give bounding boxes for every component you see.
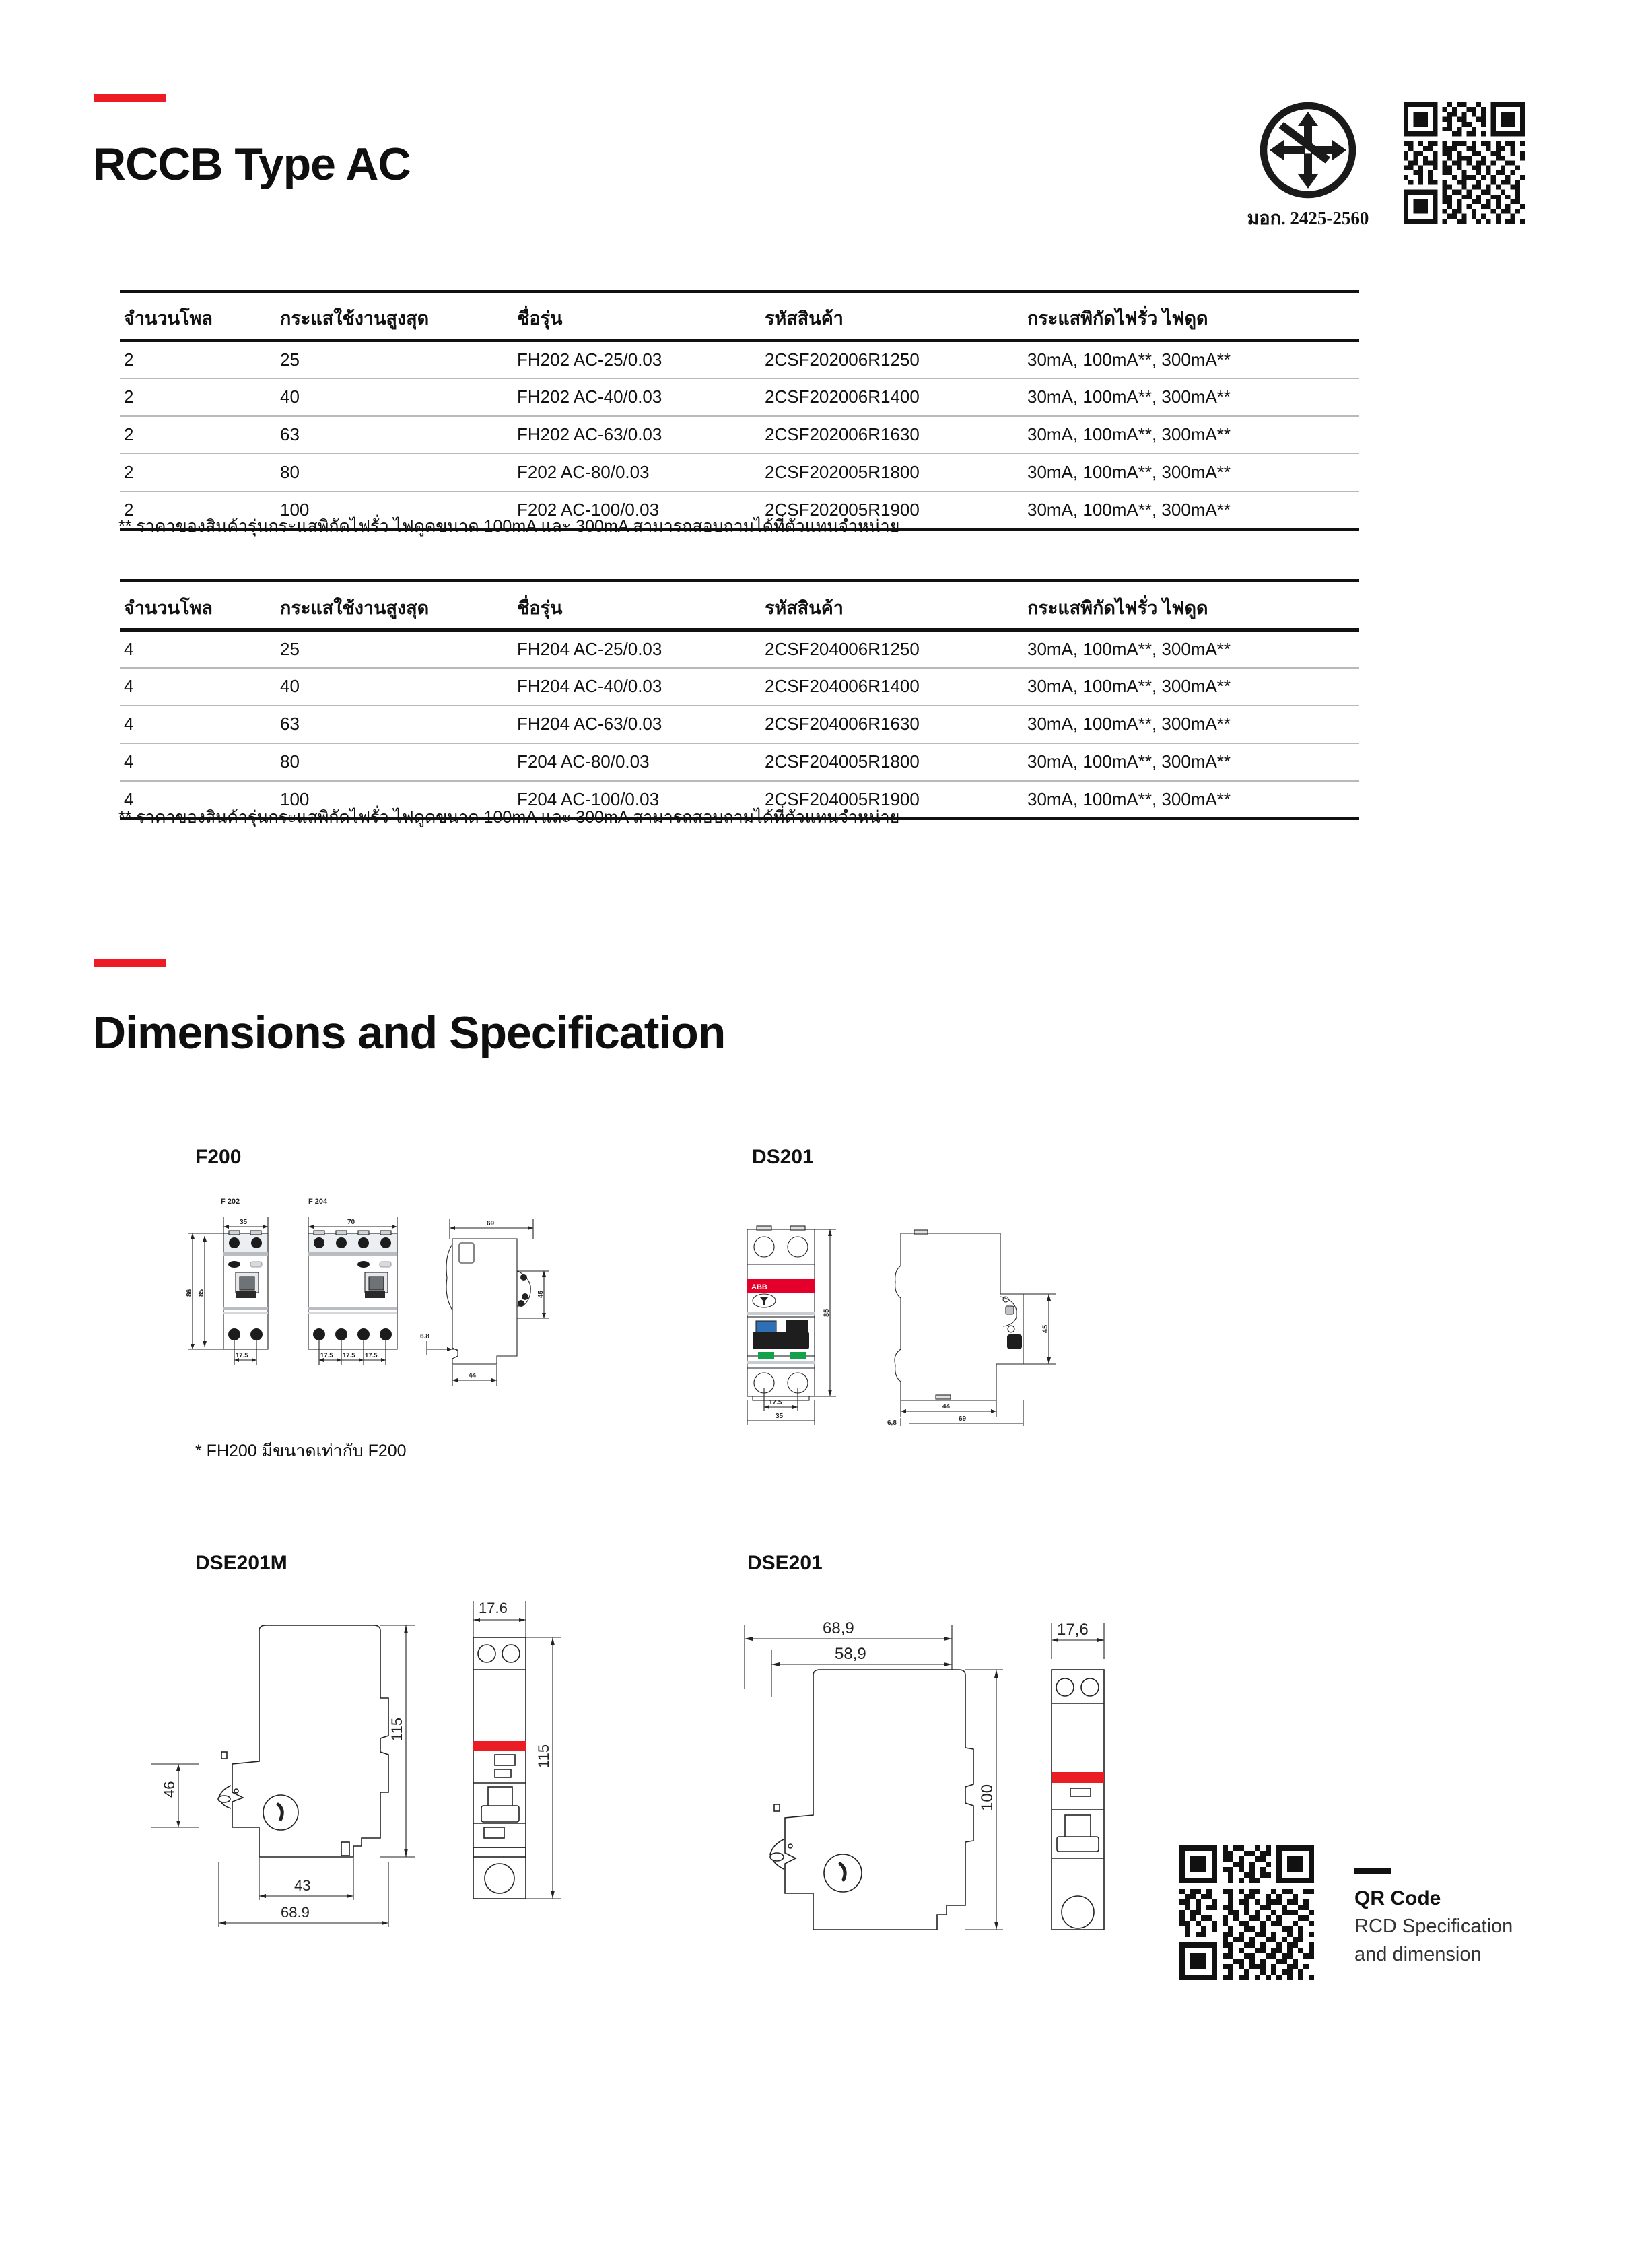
rccb-2pole-table — [120, 290, 1355, 531]
svg-text:17.6: 17.6 — [479, 1600, 508, 1617]
cell-current: 40 — [280, 378, 517, 416]
table-row — [120, 743, 1359, 781]
drawing-title-ds201: DS201 — [752, 1146, 814, 1168]
cell-model: FH204 AC-25/0.03 — [517, 630, 765, 668]
qr-accent-dash — [1354, 1868, 1391, 1874]
cell-current: 100 — [280, 491, 517, 529]
drawing-ds201 — [734, 1198, 1138, 1427]
accent-bar-dimensions — [94, 959, 166, 967]
svg-text:F 204: F 204 — [308, 1198, 328, 1206]
cell-code: 2CSF204006R1400 — [765, 668, 1027, 706]
table1-header-poles: จำนวนโพล — [124, 308, 213, 329]
svg-text:ABB: ABB — [751, 1283, 767, 1291]
drawing-title-dse201m: DSE201M — [195, 1552, 287, 1574]
svg-text:6,8: 6,8 — [887, 1419, 897, 1427]
svg-text:115: 115 — [535, 1744, 552, 1768]
cell-current: 80 — [280, 743, 517, 781]
table-row — [120, 630, 1359, 668]
cell-current: 63 — [280, 416, 517, 454]
cell-residual: 30mA, 100mA**, 300mA** — [1027, 378, 1359, 416]
table2-header-poles: จำนวนโพล — [124, 597, 213, 618]
svg-text:68.9: 68.9 — [281, 1904, 310, 1921]
svg-text:17.5: 17.5 — [365, 1352, 378, 1359]
svg-text:17.5: 17.5 — [343, 1352, 355, 1359]
table-row — [120, 378, 1359, 416]
tis-label: มอก. 2425-2560 — [1247, 208, 1369, 228]
table2-footnote: ** ราคาของสินค้ารุ่นกระแสพิกัดไฟรั่ว ไฟดูดขนาด 100mA และ 300mA สามารถสอบถามได้ที่ตัวแทนจำหน่าย — [118, 808, 900, 827]
cell-poles: 4 — [120, 706, 280, 743]
cell-model: FH204 AC-40/0.03 — [517, 668, 765, 706]
cell-residual: 30mA, 100mA**, 300mA** — [1027, 454, 1359, 491]
svg-text:17.5: 17.5 — [769, 1399, 782, 1406]
table2-header-model: ชื่อรุ่น — [517, 597, 563, 618]
cell-residual: 30mA, 100mA**, 300mA** — [1027, 743, 1359, 781]
cell-poles: 2 — [120, 341, 280, 378]
cell-current: 63 — [280, 706, 517, 743]
table2-header-residual: กระแสพิกัดไฟรั่ว ไฟดูด — [1027, 597, 1208, 618]
svg-text:17.5: 17.5 — [320, 1352, 333, 1359]
cell-code: 2CSF202005R1800 — [765, 454, 1027, 491]
table1-header-model: ชื่อรุ่น — [517, 308, 563, 329]
svg-text:85: 85 — [823, 1308, 831, 1317]
cell-poles: 2 — [120, 454, 280, 491]
table-row — [120, 454, 1359, 491]
svg-text:6.8: 6.8 — [420, 1333, 429, 1340]
dimensions-title: Dimensions and Specification — [93, 1007, 726, 1058]
table2-header-current: กระแสใช้งานสูงสุด — [280, 597, 429, 618]
table-row — [120, 341, 1359, 378]
cell-residual: 30mA, 100mA**, 300mA** — [1027, 416, 1359, 454]
cell-current: 25 — [280, 341, 517, 378]
qr-subtitle-line1: RCD Specification — [1354, 1915, 1513, 1937]
cell-code: 2CSF202005R1900 — [765, 491, 1027, 529]
fh200-note: * FH200 มีขนาดเท่ากับ F200 — [195, 1441, 407, 1460]
rcd-qr-code[interactable] — [1179, 1845, 1314, 1980]
table1-header-code: รหัสสินค้า — [765, 308, 844, 329]
accent-bar-top — [94, 94, 166, 102]
table2-header-code: รหัสสินค้า — [765, 597, 844, 618]
cell-current: 80 — [280, 454, 517, 491]
cell-poles: 4 — [120, 781, 280, 819]
svg-text:17,6: 17,6 — [1057, 1621, 1089, 1639]
cell-model: F204 AC-100/0.03 — [517, 781, 765, 819]
cell-code: 2CSF202006R1630 — [765, 416, 1027, 454]
svg-text:85: 85 — [198, 1289, 205, 1297]
rccb-4pole-table — [120, 579, 1355, 820]
cell-residual: 30mA, 100mA**, 300mA** — [1027, 781, 1359, 819]
drawing-title-f200: F200 — [195, 1146, 242, 1168]
qr-description — [1354, 1868, 1577, 1968]
cell-model: FH202 AC-63/0.03 — [517, 416, 765, 454]
cell-poles: 4 — [120, 668, 280, 706]
svg-text:58,9: 58,9 — [835, 1645, 866, 1663]
table1-header-current: กระแสใช้งานสูงสุด — [280, 308, 429, 329]
cell-poles: 2 — [120, 378, 280, 416]
cell-residual: 30mA, 100mA**, 300mA** — [1027, 630, 1359, 668]
cell-poles: 4 — [120, 743, 280, 781]
cell-code: 2CSF204005R1900 — [765, 781, 1027, 819]
cell-residual: 30mA, 100mA**, 300mA** — [1027, 341, 1359, 378]
svg-text:46: 46 — [161, 1781, 178, 1798]
cell-residual: 30mA, 100mA**, 300mA** — [1027, 706, 1359, 743]
page-title: RCCB Type AC — [93, 139, 411, 190]
cell-model: F204 AC-80/0.03 — [517, 743, 765, 781]
svg-text:69: 69 — [959, 1415, 967, 1423]
table-row — [120, 668, 1359, 706]
svg-text:69: 69 — [487, 1220, 495, 1227]
drawing-f200 — [180, 1192, 557, 1414]
svg-text:86: 86 — [186, 1289, 193, 1297]
cell-poles: 2 — [120, 491, 280, 529]
cell-code: 2CSF204006R1250 — [765, 630, 1027, 668]
cell-poles: 2 — [120, 416, 280, 454]
cell-poles: 4 — [120, 630, 280, 668]
cell-current: 100 — [280, 781, 517, 819]
qr-subtitle-line2: and dimension — [1354, 1944, 1482, 1966]
svg-text:F 202: F 202 — [221, 1198, 240, 1206]
cell-model: FH202 AC-25/0.03 — [517, 341, 765, 378]
cell-model: F202 AC-80/0.03 — [517, 454, 765, 491]
tis-logo-icon — [1258, 100, 1358, 201]
cell-code: 2CSF202006R1400 — [765, 378, 1027, 416]
cell-residual: 30mA, 100mA**, 300mA** — [1027, 668, 1359, 706]
svg-text:44: 44 — [469, 1372, 477, 1380]
svg-text:44: 44 — [942, 1403, 951, 1411]
svg-text:35: 35 — [240, 1219, 248, 1226]
svg-text:70: 70 — [347, 1219, 355, 1226]
drawing-dse201 — [715, 1616, 1186, 1952]
cell-residual: 30mA, 100mA**, 300mA** — [1027, 491, 1359, 529]
svg-text:35: 35 — [776, 1413, 784, 1420]
table1-footnote: ** ราคาของสินค้ารุ่นกระแสพิกัดไฟรั่ว ไฟดูดขนาด 100mA และ 300mA สามารถสอบถามได้ที่ตัวแทนจำหน่าย — [118, 517, 900, 536]
svg-text:45: 45 — [1041, 1324, 1049, 1333]
cell-model: FH204 AC-63/0.03 — [517, 706, 765, 743]
table-row — [120, 706, 1359, 743]
cell-current: 25 — [280, 630, 517, 668]
qr-title: QR Code — [1354, 1887, 1441, 1909]
tis-qr-code[interactable] — [1404, 102, 1525, 224]
cell-code: 2CSF202006R1250 — [765, 341, 1027, 378]
cell-current: 40 — [280, 668, 517, 706]
cell-code: 2CSF204005R1800 — [765, 743, 1027, 781]
tis-certification-mark — [1241, 100, 1375, 232]
svg-text:45: 45 — [537, 1290, 545, 1298]
svg-text:43: 43 — [294, 1877, 311, 1894]
drawing-title-dse201: DSE201 — [747, 1552, 823, 1574]
svg-text:100: 100 — [978, 1784, 996, 1811]
table-row — [120, 416, 1359, 454]
svg-text:17.5: 17.5 — [236, 1352, 248, 1359]
table1-header-residual: กระแสพิกัดไฟรั่ว ไฟดูด — [1027, 308, 1208, 329]
cell-model: F202 AC-100/0.03 — [517, 491, 765, 529]
svg-text:68,9: 68,9 — [823, 1619, 854, 1637]
drawing-dse201m — [151, 1596, 596, 1946]
cell-code: 2CSF204006R1630 — [765, 706, 1027, 743]
svg-text:115: 115 — [388, 1717, 405, 1741]
cell-model: FH202 AC-40/0.03 — [517, 378, 765, 416]
